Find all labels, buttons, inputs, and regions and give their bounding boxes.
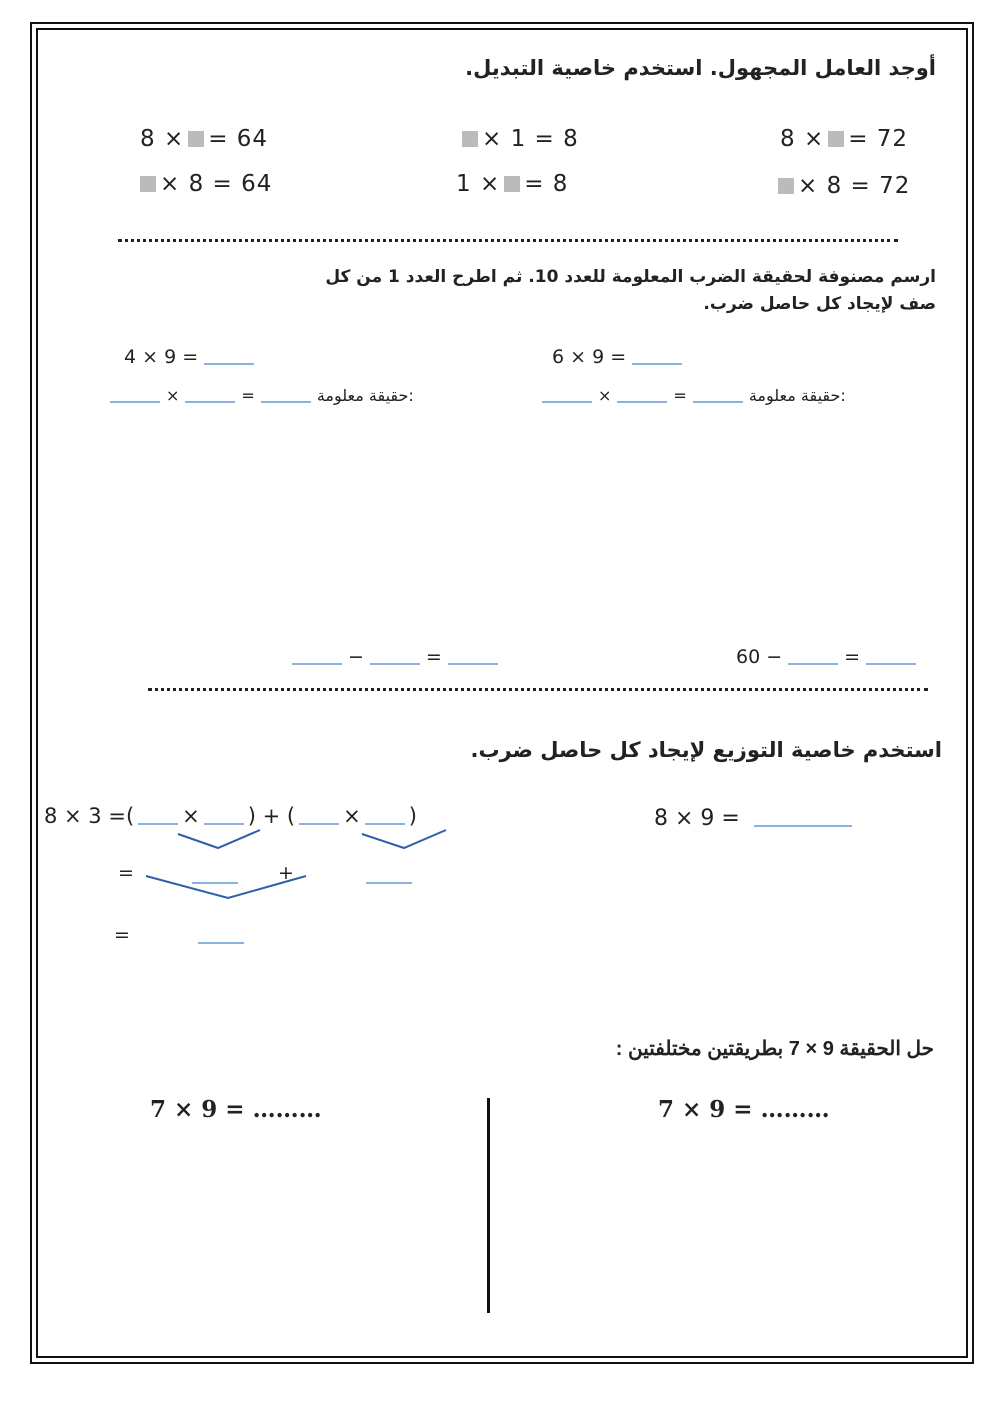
- known-fact-row-left: × = حقيقة معلومة:: [104, 386, 414, 405]
- known-fact-row-right: × = حقيقة معلومة:: [536, 386, 846, 405]
- answer-blank[interactable]: [192, 882, 238, 884]
- subtract-row-left: − =: [286, 646, 504, 668]
- eq-4x9: 4 × 9 =: [124, 346, 260, 368]
- distributive-equals-3: =: [114, 924, 130, 946]
- instr-line-2: صف لإيجاد كل حاصل ضرب.: [703, 294, 936, 314]
- section1-title: أوجد العامل المجهول. استخدم خاصية التبديل.: [465, 56, 936, 80]
- distributive-row-1: 8 × 3 =( × ) + ( × ): [44, 804, 417, 828]
- eq-r2c3: × 8 = 64: [136, 171, 272, 197]
- eq-r2c2: 1 × = 8: [456, 171, 569, 197]
- solve-eq-left: 7 × 9 = ………: [150, 1096, 322, 1123]
- section4-title: حل الحقيقة 9 × 7 بطريقتين مختلفتين :: [615, 1038, 934, 1060]
- section3-title: استخدم خاصية التوزيع لإيجاد كل حاصل ضرب.: [470, 738, 942, 762]
- column-divider: [487, 1098, 490, 1313]
- bracket-stroke: [362, 830, 446, 848]
- eq-r1c1: 8 × = 72: [780, 126, 909, 152]
- eq-r1c3: 8 × = 64: [140, 126, 269, 152]
- answer-blank[interactable]: [198, 942, 244, 944]
- known-fact-label: حقيقة معلومة:: [748, 386, 846, 405]
- distributive-equals-2: =: [118, 862, 134, 884]
- eq-r2c1: × 8 = 72: [774, 173, 910, 199]
- solve-eq-right: 7 × 9 = ………: [658, 1096, 830, 1123]
- instr-line-1: ارسم مصنوفة لحقيقة الضرب المعلومة للعدد 10. ثم اطرح العدد 1 من كل: [325, 267, 936, 287]
- answer-blank[interactable]: [366, 882, 412, 884]
- eq-8x9: 8 × 9 =: [654, 806, 858, 831]
- eq-r1c2: × 1 = 8: [458, 126, 579, 152]
- bracket-stroke: [178, 830, 260, 848]
- eq-6x9: 6 × 9 =: [552, 346, 688, 368]
- subtract-row-right: 60 − =: [736, 646, 922, 668]
- known-fact-label: حقيقة معلومة:: [316, 386, 414, 405]
- distributive-plus: +: [278, 862, 294, 884]
